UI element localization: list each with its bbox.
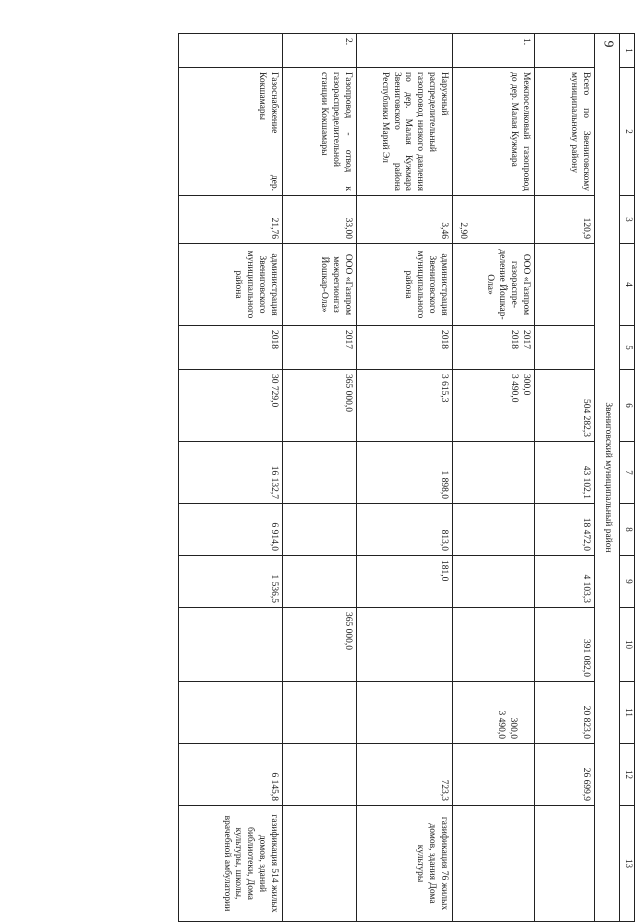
cell-object: Газоснабжение дер. Кокшамары [179, 68, 283, 196]
cell-value: 16 132,7 [179, 442, 283, 504]
cell-value: 813,0 [357, 504, 453, 556]
cell-customer: администрация Звениговского муниципального района [357, 244, 453, 326]
cell-length: 3,46 [357, 196, 453, 244]
cell-year: 2018 [357, 326, 453, 370]
cell-value [453, 744, 535, 806]
cell-value [283, 556, 357, 608]
cell-result [453, 806, 535, 922]
cell-value: 20 823,0 [535, 682, 595, 744]
cell-value [283, 682, 357, 744]
cell-value: 365 000,0 [283, 608, 357, 682]
cell-total: 504 282,3 [535, 370, 595, 442]
cell-result [283, 806, 357, 922]
cell-year: 2017 2018 [453, 326, 535, 370]
cell-length: 2,90 [453, 196, 535, 244]
cell-index [535, 34, 595, 68]
cell-value: 1 898,0 [357, 442, 453, 504]
col-header: 3 [620, 196, 635, 244]
cell-value [179, 682, 283, 744]
cell-result: газификация 76 жилых домов, здания Дома культуры [357, 806, 453, 922]
cell-index: 2. [283, 34, 357, 68]
cell-value [283, 744, 357, 806]
cell-customer: ООО «Газпром межрегионгаз Йошкар-Ола» [283, 244, 357, 326]
cell-object: Наружный распределительный газопровод низкого давления по дер. Малая Кужмара Звениговского района Республики Марий Эл [357, 68, 453, 196]
cell-year: 2018 [179, 326, 283, 370]
table-row [283, 34, 357, 922]
cell-value: 391 082,0 [535, 608, 595, 682]
section-title: Звениговский муниципальный район [595, 34, 620, 922]
cell-value: 181,0 [357, 556, 453, 608]
cell-value: 6 145,8 [179, 744, 283, 806]
cell-value [179, 608, 283, 682]
cell-object: Всего по Звениговскому муниципальному району [535, 68, 595, 196]
cell-value: 6 914,0 [179, 504, 283, 556]
cell-value: 4 103,3 [535, 556, 595, 608]
cell-result: газификация 514 жилых домов, зданий библиотеки, Дома культуры, школы, врачебной амбулатории [179, 806, 283, 922]
cell-value: 300,0 3 490,0 [453, 682, 535, 744]
col-header: 6 [620, 370, 635, 442]
cell-value [357, 682, 453, 744]
cell-length: 21,76 [179, 196, 283, 244]
table-row [535, 34, 595, 922]
cell-value: 18 472,0 [535, 504, 595, 556]
col-header: 8 [620, 504, 635, 556]
cell-value: 43 102,1 [535, 442, 595, 504]
cell-total: 365 000,0 [283, 370, 357, 442]
cell-value [453, 556, 535, 608]
cell-length: 33,00 [283, 196, 357, 244]
col-header: 13 [620, 806, 635, 922]
cell-value [357, 608, 453, 682]
cell-customer: ООО «Газпром газораспределение Йошкар-Ола» [453, 244, 535, 326]
cell-total: 30 729,0 [179, 370, 283, 442]
investment-table [178, 33, 635, 922]
cell-customer [535, 244, 595, 326]
table-row [357, 34, 453, 922]
cell-index [179, 34, 283, 68]
cell-index: 1. [453, 34, 535, 68]
col-header: 2 [620, 68, 635, 196]
rotated-table-sheet [115, 33, 635, 913]
cell-value [283, 442, 357, 504]
column-numbers [620, 34, 635, 922]
section-title-row [595, 34, 620, 922]
cell-result [535, 806, 595, 922]
cell-value [453, 442, 535, 504]
col-header: 5 [620, 326, 635, 370]
page-number: 9 [600, 40, 616, 48]
cell-value: 26 699,9 [535, 744, 595, 806]
table-row [179, 34, 283, 922]
cell-object: Газопровод - отвод к газораспределительной станции Кокшамары [283, 68, 357, 196]
cell-total: 3 615,3 [357, 370, 453, 442]
col-header: 12 [620, 744, 635, 806]
cell-object: Межпоселковый газопровод до дер. Малая Кужмара [453, 68, 535, 196]
cell-year: 2017 [283, 326, 357, 370]
col-header: 4 [620, 244, 635, 326]
cell-value: 1 536,5 [179, 556, 283, 608]
col-header: 1 [620, 34, 635, 68]
col-header: 9 [620, 556, 635, 608]
cell-length: 120,9 [535, 196, 595, 244]
table-row [453, 34, 535, 922]
cell-total: 300,0 3 490,0 [453, 370, 535, 442]
col-header: 10 [620, 608, 635, 682]
cell-year [535, 326, 595, 370]
col-header: 7 [620, 442, 635, 504]
cell-index [357, 34, 453, 68]
cell-value [283, 504, 357, 556]
cell-value [453, 608, 535, 682]
cell-customer: администрация Звениговского муниципального района [179, 244, 283, 326]
cell-value: 723,3 [357, 744, 453, 806]
cell-value [453, 504, 535, 556]
col-header: 11 [620, 682, 635, 744]
